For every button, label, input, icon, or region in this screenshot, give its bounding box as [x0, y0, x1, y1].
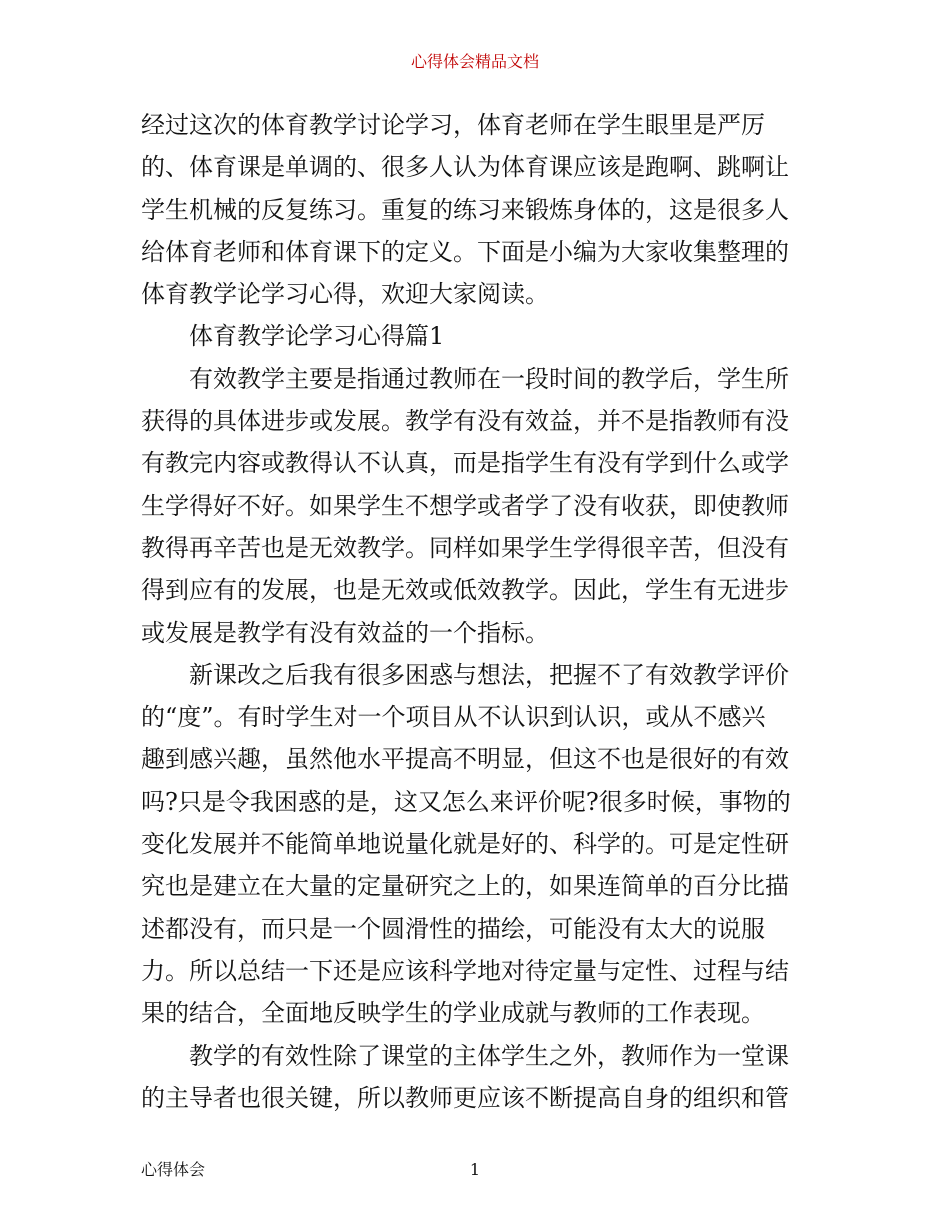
body-line: 有效教学主要是指通过教师在一段时间的教学后，学生所 — [189, 364, 789, 393]
page-header-title: 心得体会精品文档 — [410, 52, 539, 71]
body-line: 学生机械的反复练习。重复的练习来锻炼身体的，这是很多人 — [141, 195, 789, 224]
body-line: 的主导者也很关键，所以教师更应该不断提高自身的组织和管 — [141, 1083, 789, 1112]
body-line: 给体育老师和体育课下的定义。下面是小编为大家收集整理的 — [141, 237, 789, 266]
body-line: 力。所以总结一下还是应该科学地对待定量与定性、过程与结 — [141, 956, 789, 985]
document-body — [141, 104, 813, 1119]
body-line: 或发展是教学有没有效益的一个指标。 — [141, 618, 549, 647]
section-heading: 体育教学论学习心得篇1 — [189, 322, 445, 351]
body-line: 的“度”。有时学生对一个项目从不认识到认识，或从不感兴 — [141, 703, 766, 732]
body-line: 趣到感兴趣，虽然他水平提高不明显，但这不也是很好的有效 — [141, 745, 789, 774]
body-line: 体育教学论学习心得，欢迎大家阅读。 — [141, 280, 549, 309]
body-line: 果的结合，全面地反映学生的学业成就与教师的工作表现。 — [141, 999, 765, 1028]
body-line: 变化发展并不能简单地说量化就是好的、科学的。可是定性研 — [141, 830, 789, 859]
body-line: 吗?只是令我困惑的是，这又怎么来评价呢?很多时候，事物的 — [141, 787, 791, 816]
body-line: 新课改之后我有很多困惑与想法，把握不了有效教学评价 — [189, 660, 789, 689]
body-line: 获得的具体进步或发展。教学有没有效益，并不是指教师有没 — [141, 407, 789, 436]
body-line: 生学得好不好。如果学生不想学或者学了没有收获，即使教师 — [141, 491, 789, 520]
body-line: 得到应有的发展，也是无效或低效教学。因此，学生有无进步 — [141, 576, 789, 605]
body-line: 教学的有效性除了课堂的主体学生之外，教师作为一堂课 — [189, 1041, 789, 1070]
body-line: 教得再辛苦也是无效教学。同样如果学生学得很辛苦，但没有 — [141, 533, 789, 562]
body-line: 究也是建立在大量的定量研究之上的，如果连简单的百分比描 — [141, 872, 789, 901]
body-line: 的、体育课是单调的、很多人认为体育课应该是跑啊、跳啊让 — [141, 153, 789, 182]
body-line: 经过这次的体育教学讨论学习，体育老师在学生眼里是严厉 — [141, 111, 765, 139]
page-number: 1 — [469, 1160, 481, 1179]
footer-label: 心得体会 — [141, 1160, 206, 1179]
body-line: 述都没有，而只是一个圆滑性的描绘，可能没有太大的说服 — [141, 914, 765, 943]
body-line: 有教完内容或教得认不认真，而是指学生有没有学到什么或学 — [141, 449, 789, 478]
